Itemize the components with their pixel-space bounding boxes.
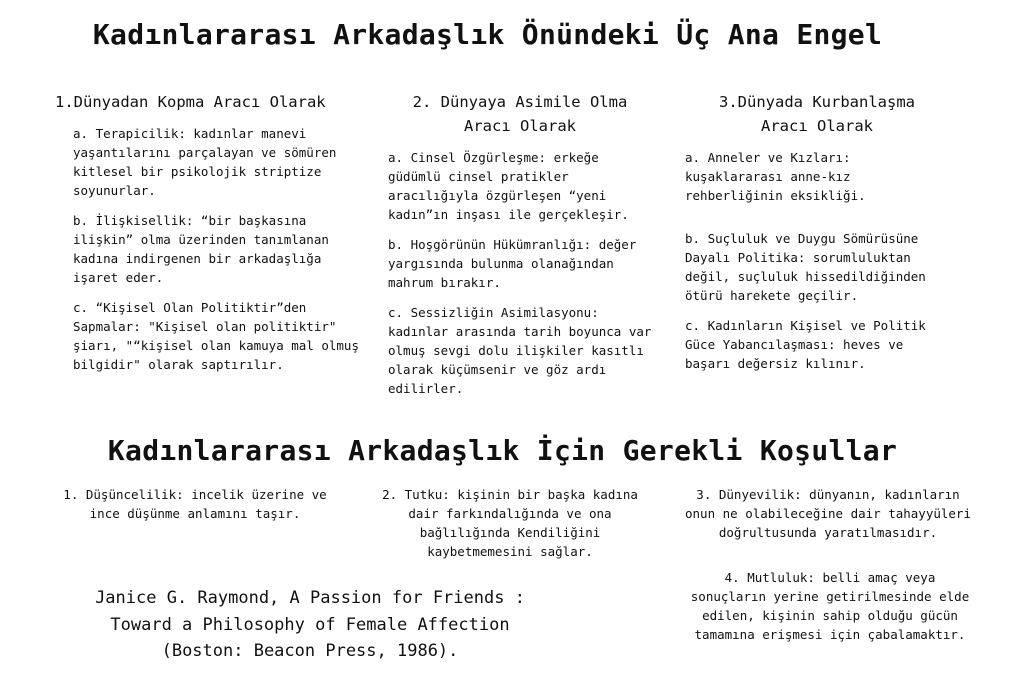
obstacle-column-1-heading: 1.Dünyadan Kopma Aracı Olarak	[55, 93, 326, 111]
obstacle-item: b. Hoşgörünün Hükümranlığı: değer yargısında bulunma olanağından mahrum bırakır.	[388, 237, 637, 290]
condition-item: 1. Düşüncelilik: incelik üzerine ve ince düşünme anlamını taşır.	[63, 487, 327, 521]
citation: Janice G. Raymond, A Passion for Friends : Toward a Philosophy of Female Affection (Boston: Beacon Press, 1986).	[95, 588, 525, 661]
obstacle-item: b. Suçluluk ve Duygu Sömürüsüne Dayalı Politika: sorumluluktan değil, suçluluk hissedildiğinden ötürü harekete geçilir.	[685, 231, 926, 303]
obstacle-item: b. İlişkisellik: “bir başkasına ilişkin” olma üzerinden tanımlanan kadına indirgenen bir arkadaşlığa işaret eder.	[73, 213, 329, 285]
condition-item: 3. Dünyevilik: dünyanın, kadınların onun ne olabileceğine dair tahayyüleri doğrultusunda yaratılmasıdır.	[685, 487, 971, 540]
condition-item: 4. Mutluluk: belli amaç veya sonuçların yerine getirilmesinde elde edilen, kişinin sahip olduğu gücün tamamına erişmesi için çabalamaktır.	[690, 570, 970, 642]
obstacle-column-3-heading: 3.Dünyada Kurbanlaşma Aracı Olarak	[719, 93, 915, 135]
obstacle-item: a. Cinsel Özgürleşme: erkeğe güdümlü cinsel pratikler aracılığıyla özgürleşen “yeni kadın”ın inşası ile gerçekleşir.	[388, 150, 629, 222]
obstacle-column-2-heading: 2. Dünyaya Asimile Olma Aracı Olarak	[412, 93, 628, 135]
obstacles-title: Kadınlararası Arkadaşlık Önündeki Üç Ana Engel	[92, 18, 883, 51]
obstacle-item: c. Kadınların Kişisel ve Politik Güce Yabancılaşması: heves ve başarı değersiz kılınır.	[685, 318, 926, 371]
obstacle-item: a. Anneler ve Kızları: kuşaklararası anne-kız rehberliğinin eksikliği.	[685, 150, 866, 203]
condition-item: 2. Tutku: kişinin bir başka kadına dair farkındalığında ve ona bağlılığında Kendiliğini kaybetmemesini sağlar.	[382, 487, 638, 559]
obstacle-item: a. Terapicilik: kadınlar manevi yaşantılarını parçalayan ve sömüren kitlesel bir psikolojik striptize soyunurlar.	[73, 126, 337, 198]
obstacle-column-2	[385, 90, 655, 409]
conditions-title: Kadınlararası Arkadaşlık İçin Gerekli Koşullar	[107, 434, 898, 467]
obstacle-item: c. “Kişisel Olan Politiktir”den Sapmalar: "Kişisel olan politiktir" şiarı, "“kişisel olan kamuya mal olmuş bilgidir" olarak saptırılır.	[73, 300, 359, 372]
obstacle-column-3	[682, 90, 952, 384]
obstacle-item: c. Sessizliğin Asimilasyonu: kadınlar arasında tarih boyunca var olmuş sevgi dolu ilişkiler kasıtlı olarak küçümsenir ve göz ardı edilirler.	[388, 305, 652, 396]
obstacle-column-1	[55, 90, 370, 385]
